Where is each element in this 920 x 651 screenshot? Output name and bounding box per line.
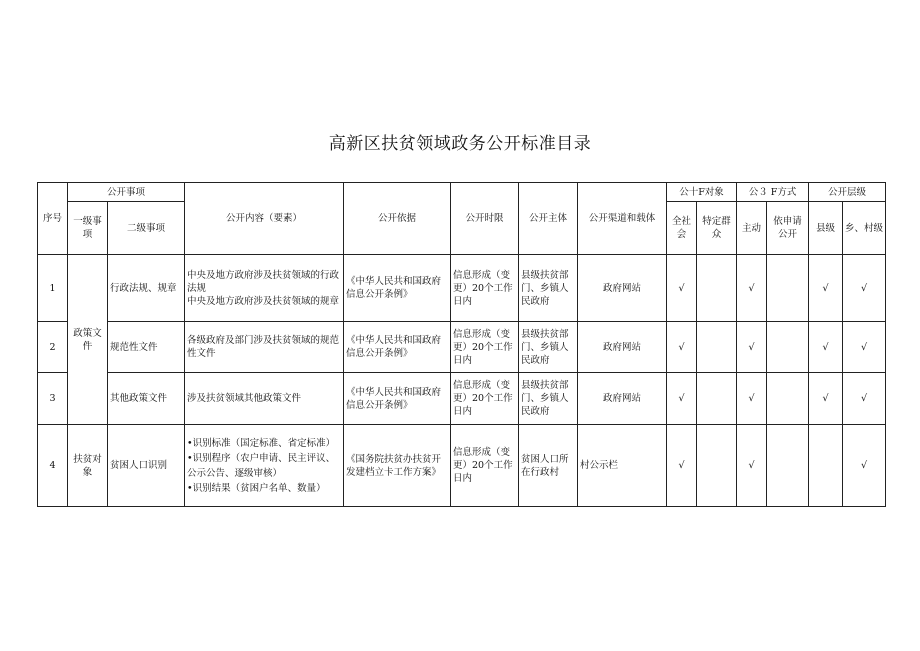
- check-mark: [809, 425, 843, 507]
- row-seq: 4: [38, 425, 68, 507]
- check-mark: [697, 255, 737, 322]
- row-content: [185, 373, 344, 425]
- row-basis: 《国务院扶贫办扶贫开发建档立卡工作方案》: [344, 425, 451, 507]
- header-method-apply: 依申请公开: [767, 202, 809, 255]
- header-level1: 一级事项: [68, 202, 108, 255]
- row-subject: 县级扶贫部门、乡镇人民政府: [519, 373, 578, 425]
- header-content: 公开内容（要素）: [185, 183, 344, 255]
- page-title: 高新区扶贫领域政务公开标准目录: [328, 134, 592, 154]
- header-target-all: 全社会: [667, 202, 697, 255]
- check-mark: √: [809, 322, 843, 373]
- check-mark: √: [737, 373, 767, 425]
- row-channel: 村公示栏: [578, 425, 667, 507]
- row-time-limit: 信息形成（变更）20个工作日内: [451, 373, 519, 425]
- check-mark: √: [843, 425, 886, 507]
- table-row: [38, 322, 886, 373]
- content-line: •识别程序（农户申请、民主评议、公示公告、逐级审核）: [187, 452, 336, 479]
- check-mark: √: [809, 373, 843, 425]
- header-channel: 公开渠道和载体: [578, 183, 667, 255]
- check-mark: √: [843, 255, 886, 322]
- row-basis: 《中华人民共和国政府信息公开条例》: [344, 322, 451, 373]
- check-mark: √: [843, 373, 886, 425]
- row-subject: 县级扶贫部门、乡镇人民政府: [519, 322, 578, 373]
- row-basis: 《中华人民共和国政府信息公开条例》: [344, 373, 451, 425]
- check-mark: [767, 255, 809, 322]
- check-mark: √: [843, 322, 886, 373]
- row-level2: 其他政策文件: [108, 373, 185, 425]
- table-row: [38, 255, 886, 322]
- header-subject: 公开主体: [519, 183, 578, 255]
- row-channel: 政府网站: [578, 373, 667, 425]
- check-mark: [697, 373, 737, 425]
- header-level: 公开层级: [809, 183, 886, 202]
- content-line: •识别结果（贫困户名单、数量）: [187, 482, 326, 494]
- check-mark: [767, 322, 809, 373]
- row-time-limit: 信息形成（变更）20个工作日内: [451, 255, 519, 322]
- row-content: [185, 322, 344, 373]
- content-line: 中央及地方政府涉及扶贫领域的规章: [187, 295, 340, 307]
- check-mark: √: [667, 373, 697, 425]
- content-line: •识别标准（国定标准、省定标准）: [187, 437, 336, 449]
- check-mark: [767, 373, 809, 425]
- row-level2: 行政法规、规章: [108, 255, 185, 322]
- row-level1: 政策文件: [68, 255, 108, 425]
- header-basis: 公开依据: [344, 183, 451, 255]
- catalog-table: [37, 182, 886, 507]
- check-mark: √: [737, 322, 767, 373]
- header-gongkai-shixiang: 公开事项: [68, 183, 185, 202]
- row-content: [185, 255, 344, 322]
- row-time-limit: 信息形成（变更）20个工作日内: [451, 425, 519, 507]
- header-method: 公３ F方式: [737, 183, 809, 202]
- row-level2: 贫困人口识别: [108, 425, 185, 507]
- row-basis: 《中华人民共和国政府信息公开条例》: [344, 255, 451, 322]
- check-mark: √: [667, 255, 697, 322]
- check-mark: [697, 425, 737, 507]
- check-mark: [767, 425, 809, 507]
- row-content: [185, 425, 344, 507]
- header-target: 公十F对象: [667, 183, 737, 202]
- row-level2: 规范性文件: [108, 322, 185, 373]
- content-line: 各级政府及部门涉及扶贫领域的规范性文件: [187, 335, 340, 359]
- check-mark: [697, 322, 737, 373]
- table-row: [38, 425, 886, 507]
- header-level-township: 乡、村级: [843, 202, 886, 255]
- row-seq: 3: [38, 373, 68, 425]
- row-subject: 县级扶贫部门、乡镇人民政府: [519, 255, 578, 322]
- header-level2: 二级事项: [108, 202, 185, 255]
- row-channel: 政府网站: [578, 322, 667, 373]
- content-line: 涉及扶贫领域其他政策文件: [187, 393, 302, 404]
- check-mark: √: [667, 322, 697, 373]
- header-target-specific: 特定群众: [697, 202, 737, 255]
- row-time-limit: 信息形成（变更）20个工作日内: [451, 322, 519, 373]
- header-time-limit: 公开时限: [451, 183, 519, 255]
- header-level-county: 县级: [809, 202, 843, 255]
- row-seq: 2: [38, 322, 68, 373]
- content-line: 中央及地方政府涉及扶贫领域的行政法规: [187, 269, 340, 294]
- row-seq: 1: [38, 255, 68, 322]
- row-level1: 扶贫对象: [68, 425, 108, 507]
- row-channel: 政府网站: [578, 255, 667, 322]
- check-mark: √: [809, 255, 843, 322]
- header-method-active: 主动: [737, 202, 767, 255]
- header-seq: 序号: [38, 183, 68, 255]
- check-mark: √: [737, 425, 767, 507]
- table-row: [38, 373, 886, 425]
- row-subject: 贫困人口所在行政村: [519, 425, 578, 507]
- header-row-1: [38, 183, 886, 202]
- check-mark: √: [737, 255, 767, 322]
- check-mark: √: [667, 425, 697, 507]
